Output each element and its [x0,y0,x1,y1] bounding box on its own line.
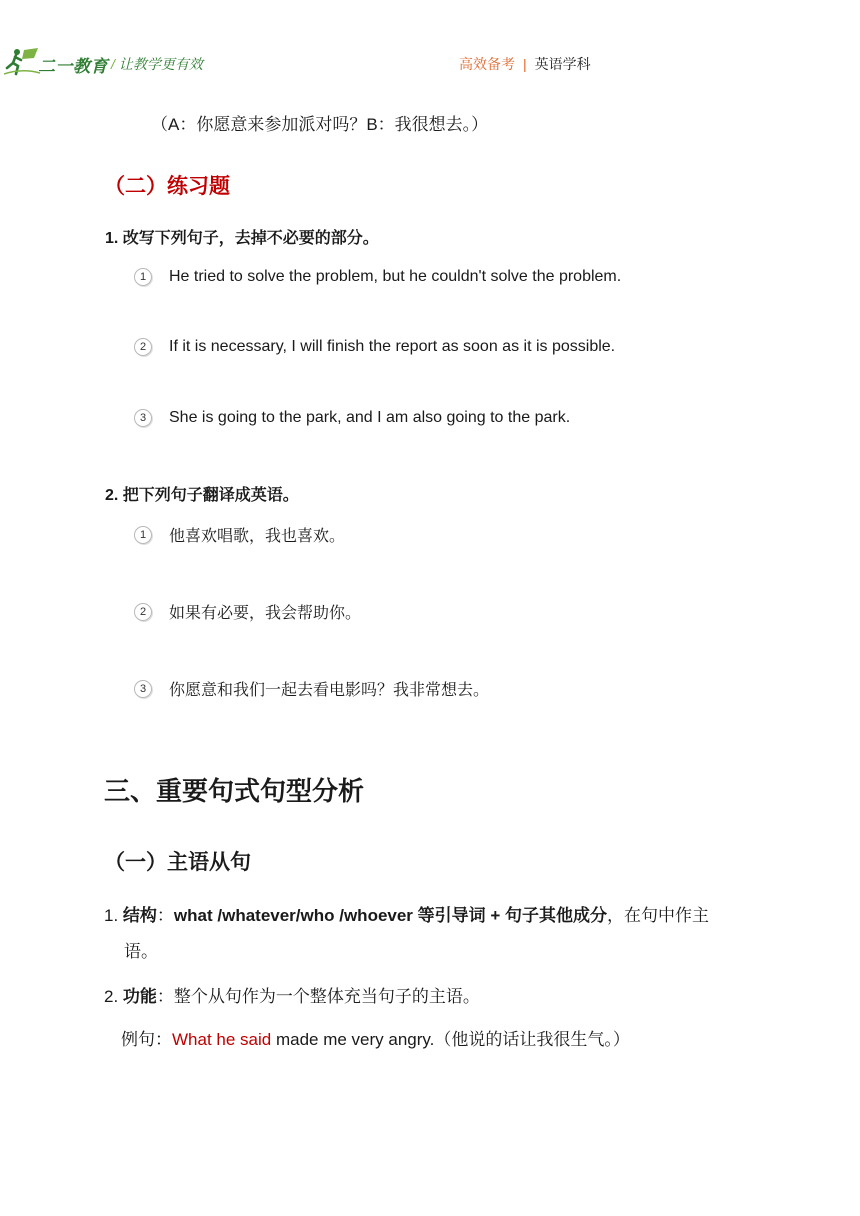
question-1-title: 1. 改写下列句子，去掉不必要的部分。 [105,230,379,247]
header-separator: | [523,56,527,72]
structure-rest: ，在句中作主 [607,906,710,925]
item-text: 你愿意和我们一起去看电影吗？我非常想去。 [169,682,490,699]
brand-slogan [111,54,203,74]
exercise-heading: （二）练习题 [104,175,230,198]
circled-number: 3 [134,409,152,427]
example-label: 例句： [121,1030,172,1049]
function-line [104,982,480,1007]
list-number: 1. [104,906,119,925]
section-heading: 三、重要句式句型分析 [104,776,365,806]
function-content: 整个从句作为一个整体充当句子的主语。 [173,987,480,1006]
question-1-item-1 [134,268,621,286]
dialogue-translation: （A：你愿意来参加派对吗？B：我很想去。） [151,115,489,134]
example-sentence [121,1025,630,1050]
item-text: He tried to solve the problem, but he couldn't solve the problem. [169,268,622,285]
slogan-text: 让教学更有效 [118,56,203,72]
header-subject-label: 英语学科 [534,56,591,72]
header-tagline: 高效备考 [459,56,515,72]
label-colon: ： [156,987,174,1006]
label-colon: ： [156,906,174,925]
question-1-item-2 [134,338,615,356]
example-subject-clause: What he said [172,1030,272,1049]
circled-number: 2 [134,338,152,356]
item-text: If it is necessary, I will finish the report as soon as it is possible. [169,338,616,355]
item-text: 如果有必要，我会帮助你。 [169,605,362,622]
example-translation: （他说的话让我很生气。） [434,1030,630,1049]
question-1-item-3 [134,409,570,427]
slogan-slash: / [111,56,115,72]
structure-line [104,901,709,926]
function-label: 功能 [122,987,157,1006]
circled-number: 1 [134,268,152,286]
question-2-item-1 [134,523,345,546]
brand-logo-text: 二一教育 [38,57,108,76]
circled-number: 1 [134,526,152,544]
runner-logo-icon [4,46,40,76]
question-2-title: 2. 把下列句子翻译成英语。 [105,487,299,504]
structure-label: 结构 [122,906,157,925]
structure-wrap: 语。 [124,942,158,961]
question-2-item-3 [134,677,489,700]
circled-number: 3 [134,680,152,698]
list-number: 2. [104,987,119,1006]
item-text: 他喜欢唱歌，我也喜欢。 [169,528,346,545]
question-2-item-2 [134,600,361,623]
circled-number: 2 [134,603,152,621]
item-text: She is going to the park, and I am also going to the park. [169,409,571,426]
subsection-heading: （一）主语从句 [104,851,251,874]
structure-content: what /whatever/who /whoever 等引导词 + 句子其他成分 [173,906,608,925]
header-subject [459,54,591,74]
example-rest: made me very angry. [271,1030,435,1049]
